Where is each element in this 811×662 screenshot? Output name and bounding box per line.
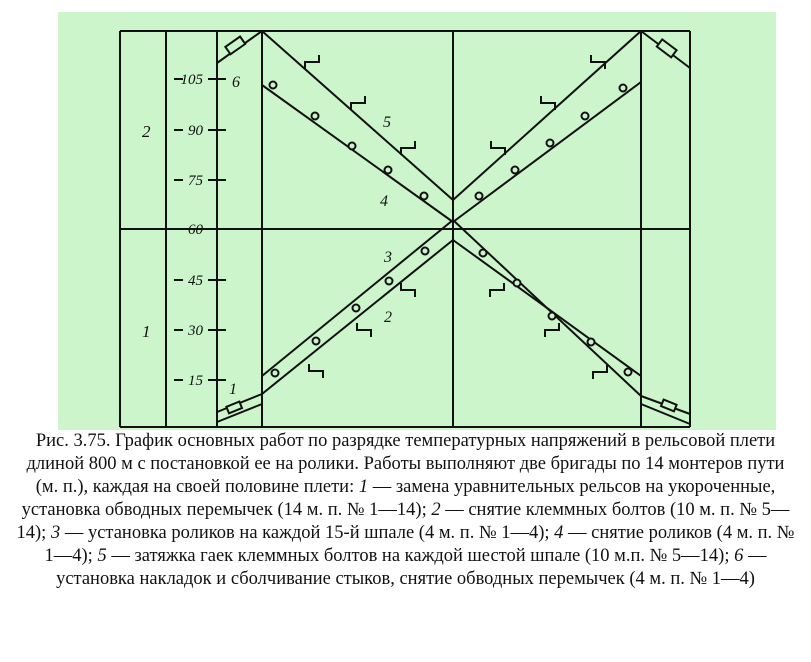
curve-3-left-roller-3 bbox=[386, 278, 393, 285]
curve-3-right-roller-2 bbox=[549, 313, 556, 320]
caption-part: Рис. 3.75. График основных работ по разрядке температурных напряжений в рельсовой плети длиной 800 м с постановкой ее на ролики. Работы выполняют две бригады по 14 монтеров пути (м. п.), каждая на своей половине плети: bbox=[26, 431, 785, 497]
curve-3-right-roller-3 bbox=[588, 339, 595, 346]
caption-part: — установка накладок и сболчивание стыков, снятие обводных перемычек (4 м. п. № 1—4) bbox=[56, 546, 767, 589]
curve-label-1: 1 bbox=[229, 381, 237, 398]
caption-part: 3 bbox=[50, 523, 61, 543]
y-tick-label-15: 15 bbox=[188, 373, 203, 389]
caption-part: — снятие клеммных болтов (10 м. п. № 5—14); bbox=[16, 500, 790, 543]
y-tick-label-75: 75 bbox=[188, 173, 203, 189]
zone-label-upper: 2 bbox=[142, 122, 151, 141]
curve-4-right-roller-1 bbox=[512, 167, 519, 174]
curve-3-left-roller-2 bbox=[353, 305, 360, 312]
curve-4-left-roller-2 bbox=[349, 143, 356, 150]
curve-3-left-roller-1 bbox=[313, 338, 320, 345]
curve-label-5: 5 bbox=[383, 114, 391, 131]
caption-part: — установка роликов на каждой 15-й шпале (4 м. п. № 1—4); bbox=[60, 523, 555, 543]
zone-label-lower: 1 bbox=[142, 322, 151, 341]
caption-part: 4 bbox=[554, 523, 564, 543]
y-tick-label-60: 60 bbox=[188, 222, 203, 238]
curve-label-4: 4 bbox=[380, 193, 388, 210]
caption-part: — снятие роликов (4 м. п. № 1—4); bbox=[44, 523, 795, 566]
curve-4-right-roller-2 bbox=[547, 140, 554, 147]
y-tick-label-30: 30 bbox=[188, 323, 203, 339]
curve-3-right-roller-4 bbox=[625, 369, 632, 376]
y-tick-label-90: 90 bbox=[188, 123, 203, 139]
caption-part: — затяжка гаек клеммных болтов на каждой шестой шпале (10 м.п. № 5—14); bbox=[106, 546, 735, 566]
y-tick-label-45: 45 bbox=[188, 273, 203, 289]
curve-3-right-roller-0 bbox=[480, 250, 487, 257]
curve-4-left-roller-4 bbox=[421, 193, 428, 200]
curve-3-right-roller-1 bbox=[514, 280, 521, 287]
curve-3-left-roller-4 bbox=[422, 248, 429, 255]
curve-label-6: 6 bbox=[232, 74, 240, 91]
curve-label-3: 3 bbox=[384, 249, 392, 266]
caption-part: 6 bbox=[734, 546, 744, 566]
curve-3-left-roller-0 bbox=[272, 370, 279, 377]
caption-part: 1 bbox=[358, 477, 369, 497]
curve-4-left-roller-3 bbox=[385, 167, 392, 174]
caption-part: 2 bbox=[431, 500, 441, 520]
curve-4-right-roller-3 bbox=[582, 113, 589, 120]
curve-4-left-roller-1 bbox=[312, 113, 319, 120]
y-tick-label-105: 105 bbox=[180, 72, 203, 88]
curve-4-left-roller-0 bbox=[270, 82, 277, 89]
curve-label-2: 2 bbox=[384, 309, 392, 326]
caption-part: 5 bbox=[97, 546, 107, 566]
curve-4-right-roller-4 bbox=[620, 85, 627, 92]
curve-4-right-roller-0 bbox=[476, 193, 483, 200]
caption-part: — замена уравнительных рельсов на укороченные, установка обводных перемычек (14 м. п. № 1—14); bbox=[21, 477, 776, 520]
figure-caption bbox=[14, 430, 797, 591]
